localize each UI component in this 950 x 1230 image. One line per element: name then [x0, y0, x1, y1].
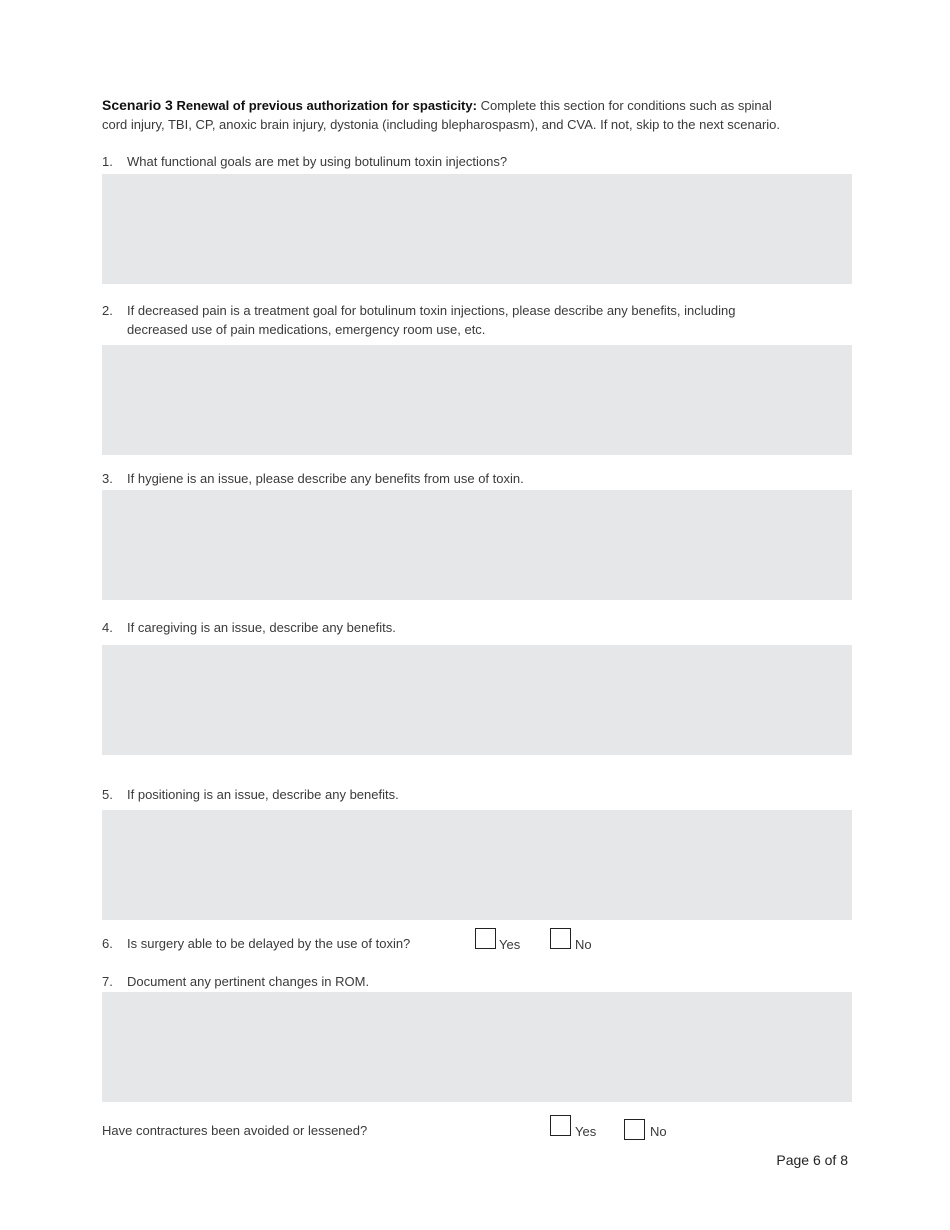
contractures-yes-checkbox[interactable] — [550, 1115, 571, 1136]
question-7-answer-field[interactable] — [102, 992, 852, 1102]
question-number: 6. — [102, 936, 113, 951]
question-3-text: If hygiene is an issue, please describe any benefits from use of toxin. — [127, 471, 524, 486]
yes-label: Yes — [575, 1124, 597, 1139]
intro-text: Complete this section for conditions such as spinal — [480, 98, 772, 113]
no-label: No — [650, 1124, 667, 1139]
scenario-title: Renewal of previous authorization for spasticity: — [176, 98, 477, 113]
question-number: 7. — [102, 974, 113, 989]
question-2-text: If decreased pain is a treatment goal for botulinum toxin injections, please describe any benefits, including — [127, 303, 736, 318]
question-1-answer-field[interactable] — [102, 174, 852, 284]
yes-label: Yes — [499, 937, 521, 952]
question-5-text: If positioning is an issue, describe any benefits. — [127, 787, 399, 802]
page-number: Page 6 of 8 — [776, 1152, 848, 1168]
no-label: No — [575, 937, 592, 952]
question-4-text: If caregiving is an issue, describe any benefits. — [127, 620, 396, 635]
question-number: 2. — [102, 303, 113, 318]
question-4-answer-field[interactable] — [102, 645, 852, 755]
question-6-yes-checkbox[interactable] — [475, 928, 496, 949]
question-1-text: What functional goals are met by using botulinum toxin injections? — [127, 154, 508, 169]
contractures-question-text: Have contractures been avoided or lessened? — [102, 1123, 368, 1138]
intro-text-line2: cord injury, TBI, CP, anoxic brain injury, dystonia (including blepharospasm), and CVA. If not, skip to the next scenario. — [102, 117, 781, 132]
section-heading — [102, 97, 772, 113]
question-2-answer-field[interactable] — [102, 345, 852, 455]
question-number: 1. — [102, 154, 113, 169]
question-number: 3. — [102, 471, 113, 486]
question-7-text: Document any pertinent changes in ROM. — [127, 974, 370, 989]
question-2-text-line2: decreased use of pain medications, emergency room use, etc. — [127, 322, 486, 337]
scenario-label: Scenario 3 — [102, 97, 173, 113]
question-6-text: Is surgery able to be delayed by the use of toxin? — [127, 936, 411, 951]
question-6-no-checkbox[interactable] — [550, 928, 571, 949]
contractures-no-checkbox[interactable] — [624, 1119, 645, 1140]
question-number: 4. — [102, 620, 113, 635]
question-5-answer-field[interactable] — [102, 810, 852, 920]
question-number: 5. — [102, 787, 113, 802]
question-3-answer-field[interactable] — [102, 490, 852, 600]
